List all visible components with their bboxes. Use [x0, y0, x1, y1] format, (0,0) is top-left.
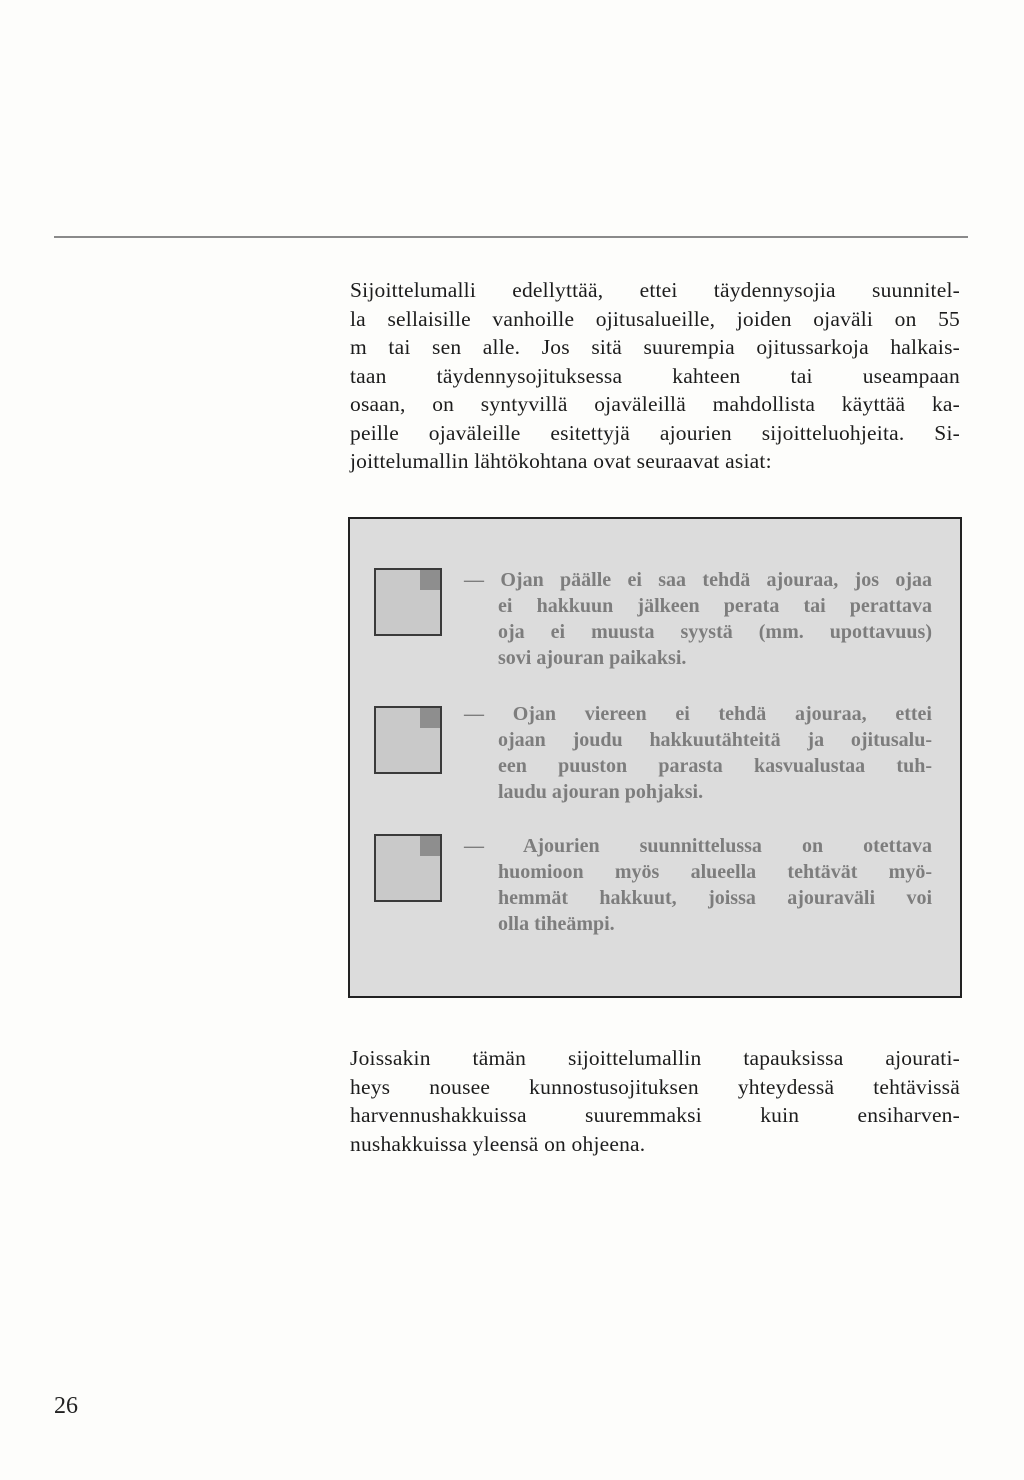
closing-paragraph	[350, 1044, 960, 1158]
guideline-line: ojaan joudu hakkuutähteitä ja ojitusalu-	[498, 729, 932, 751]
closing-line: heys nousee kunnostusojituksen yhteydessä tehtävissä	[350, 1074, 960, 1099]
intro-line: osaan, on syntyvillä ojaväleillä mahdollista käyttää ka-	[350, 392, 960, 416]
guideline-text	[464, 701, 932, 805]
closing-line: Joissakin tämän sijoittelumallin tapauksissa ajourati-	[350, 1046, 960, 1070]
guideline-line: oja ei muusta syystä (mm. upottavuus)	[498, 621, 932, 643]
intro-line: peille ojaväleille esitettyjä ajourien sijoitteluohjeita. Si-	[350, 420, 960, 445]
marker-corner-shade	[420, 570, 440, 590]
guideline-line: — Ajourien suunnittelussa on otettava	[464, 835, 932, 857]
guideline-line: olla tiheämpi.	[498, 913, 615, 935]
intro-line: la sellaisille vanhoille ojitusalueille, joiden ojaväli on 55	[350, 306, 960, 331]
guideline-line: — Ojan päälle ei saa tehdä ajouraa, jos ojaa	[464, 569, 932, 591]
square-marker-icon	[374, 706, 442, 774]
top-divider	[54, 236, 968, 238]
guideline-line: huomioon myös alueella tehtävät myö-	[498, 861, 932, 883]
intro-line: joittelumallin lähtökohtana ovat seuraavat asiat:	[350, 449, 772, 473]
guideline-line: — Ojan viereen ei tehdä ajouraa, ettei	[464, 703, 932, 725]
page-number: 26	[54, 1393, 78, 1419]
guideline-text	[464, 833, 932, 937]
intro-line: m tai sen alle. Jos sitä suurempia ojitussarkoja halkais-	[350, 335, 960, 359]
intro-line: Sijoittelumalli edellyttää, ettei täydennysojia suunnitel-	[350, 278, 960, 302]
marker-corner-shade	[420, 836, 440, 856]
guideline-line: hemmät hakkuut, joissa ajouraväli voi	[498, 887, 932, 909]
closing-line: nushakkuissa yleensä on ohjeena.	[350, 1131, 646, 1156]
guideline-line: sovi ajouran paikaksi.	[498, 647, 687, 669]
square-marker-icon	[374, 834, 442, 902]
marker-corner-shade	[420, 708, 440, 728]
guidelines-callout-box	[348, 517, 962, 998]
intro-paragraph	[350, 276, 960, 476]
intro-line: taan täydennysojituksessa kahteen tai useampaan	[350, 363, 960, 388]
guideline-line: laudu ajouran pohjaksi.	[498, 781, 704, 803]
guideline-line: een puuston parasta kasvualustaa tuh-	[498, 755, 932, 777]
guideline-text	[464, 567, 932, 671]
guideline-line: ei hakkuun jälkeen perata tai perattava	[498, 595, 932, 617]
square-marker-icon	[374, 568, 442, 636]
closing-line: harvennushakkuissa suuremmaksi kuin ensiharven-	[350, 1103, 960, 1127]
